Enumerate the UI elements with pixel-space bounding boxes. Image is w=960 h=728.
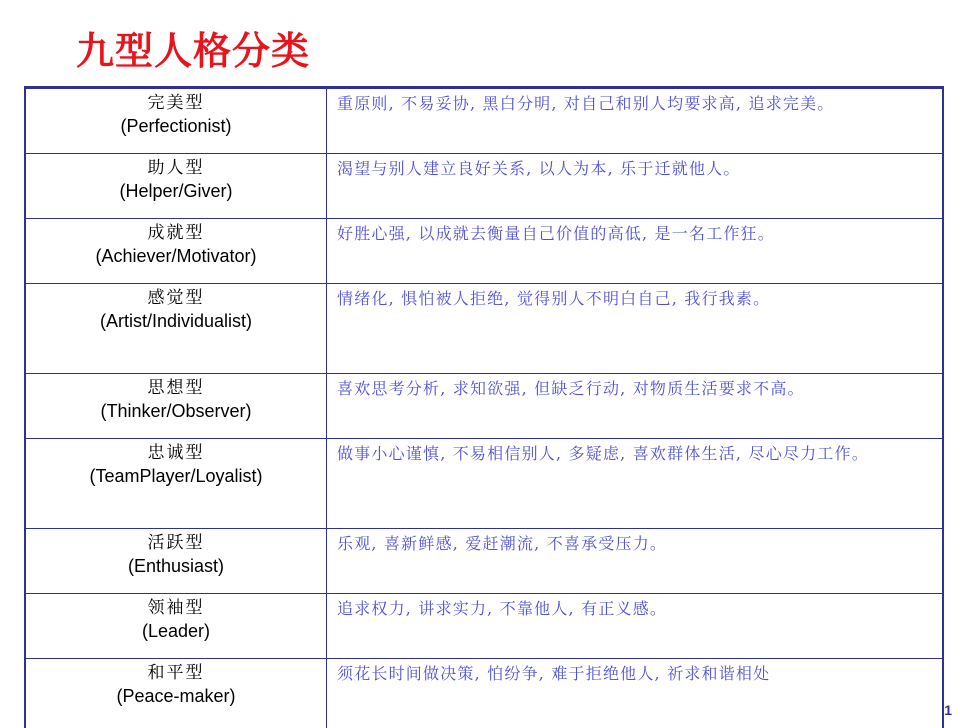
type-name-cell bbox=[25, 88, 327, 154]
slide-title: 九型人格分类 bbox=[76, 28, 311, 73]
description-cell bbox=[327, 374, 944, 439]
type-name-cn: 思想型 bbox=[147, 378, 205, 398]
type-name-en: (Enthusiast) bbox=[127, 556, 225, 576]
type-name-cn: 感觉型 bbox=[147, 288, 205, 308]
type-description: 重原则, 不易妥协, 黑白分明, 对自己和别人均要求高, 追求完美。 bbox=[337, 94, 835, 113]
type-name-cell bbox=[25, 529, 327, 594]
type-description: 追求权力, 讲求实力, 不靠他人, 有正义感。 bbox=[337, 599, 668, 618]
enneagram-table bbox=[24, 86, 944, 728]
table-row bbox=[25, 529, 943, 594]
type-name-cell bbox=[25, 659, 327, 728]
description-cell bbox=[327, 154, 944, 219]
description-cell bbox=[327, 284, 944, 374]
type-name-en: (Peace-maker) bbox=[116, 686, 236, 706]
type-name-cn: 活跃型 bbox=[147, 533, 205, 553]
type-description: 喜欢思考分析, 求知欲强, 但缺乏行动, 对物质生活要求不高。 bbox=[337, 379, 805, 398]
description-cell bbox=[327, 659, 944, 728]
type-name-cn: 忠诚型 bbox=[147, 443, 205, 463]
table-row bbox=[25, 594, 943, 659]
type-name-cell bbox=[25, 284, 327, 374]
type-name-en: (Leader) bbox=[141, 621, 211, 641]
type-name-cn: 和平型 bbox=[147, 663, 205, 683]
description-cell bbox=[327, 219, 944, 284]
type-name-cell bbox=[25, 219, 327, 284]
table-row bbox=[25, 88, 943, 154]
type-description: 做事小心谨慎, 不易相信别人, 多疑虑, 喜欢群体生活, 尽心尽力工作。 bbox=[337, 444, 869, 463]
type-name-en: (Helper/Giver) bbox=[119, 181, 233, 201]
description-cell bbox=[327, 594, 944, 659]
type-description: 情绪化, 惧怕被人拒绝, 觉得别人不明白自己, 我行我素。 bbox=[337, 289, 771, 308]
table-row bbox=[25, 659, 943, 728]
table-row bbox=[25, 154, 943, 219]
type-name-cn: 完美型 bbox=[147, 93, 205, 113]
type-name-en: (Achiever/Motivator) bbox=[95, 246, 257, 266]
type-description: 渴望与别人建立良好关系, 以人为本, 乐于迁就他人。 bbox=[337, 159, 741, 178]
page-number: 1 bbox=[944, 702, 952, 718]
type-name-cell bbox=[25, 594, 327, 659]
type-description: 好胜心强, 以成就去衡量自己价值的高低, 是一名工作狂。 bbox=[337, 224, 775, 243]
description-cell bbox=[327, 439, 944, 529]
type-name-en: (Artist/Individualist) bbox=[99, 311, 253, 331]
type-name-cn: 助人型 bbox=[147, 158, 205, 178]
type-name-en: (TeamPlayer/Loyalist) bbox=[89, 466, 263, 486]
table-row bbox=[25, 439, 943, 529]
type-description: 乐观, 喜新鲜感, 爱赶潮流, 不喜承受压力。 bbox=[337, 534, 668, 553]
description-cell bbox=[327, 529, 944, 594]
type-name-cell bbox=[25, 374, 327, 439]
type-name-cn: 成就型 bbox=[147, 223, 205, 243]
table-row bbox=[25, 374, 943, 439]
type-name-cn: 领袖型 bbox=[147, 598, 205, 618]
table-row bbox=[25, 284, 943, 374]
type-name-en: (Perfectionist) bbox=[120, 116, 232, 136]
type-name-cell bbox=[25, 439, 327, 529]
table-row bbox=[25, 219, 943, 284]
type-name-cell bbox=[25, 154, 327, 219]
type-description: 须花长时间做决策, 怕纷争, 难于拒绝他人, 祈求和谐相处 bbox=[337, 664, 771, 683]
type-name-en: (Thinker/Observer) bbox=[100, 401, 252, 421]
description-cell bbox=[327, 88, 944, 154]
